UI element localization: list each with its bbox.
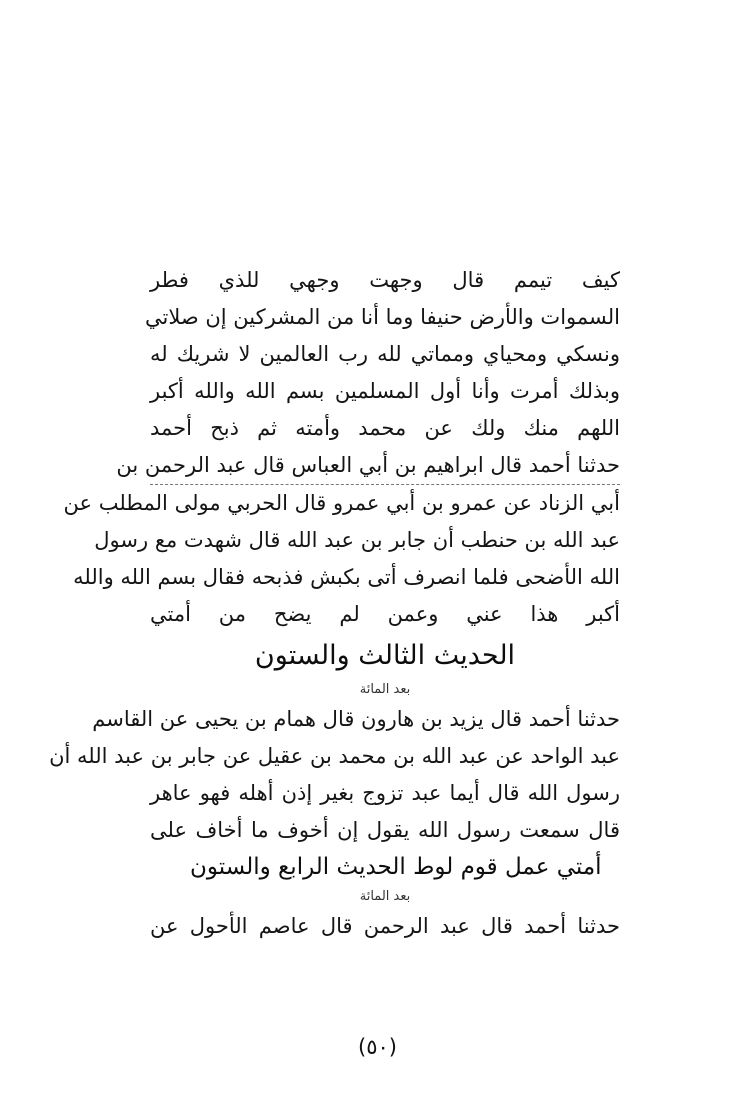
text-line-2: السموات والأرض حنيفا وما أنا من المشركين إن صلاتي: [144, 305, 620, 329]
text-line-14: قال سمعت رسول الله يقول إن أخوف ما أخاف على: [150, 818, 620, 842]
text-line-13: رسول الله قال أيما عبد تزوج بغير إذن أهله فهو عاهر: [150, 781, 620, 805]
manuscript-text-block: [49, 262, 620, 945]
text-line-9: الله الأضحى فلما انصرف أتى بكبش فذبحه فقال بسم الله والله: [73, 565, 620, 589]
text-line-8: عبد الله بن حنطب أن جابر بن عبد الله قال شهدت مع رسول: [94, 528, 620, 552]
text-line-4: وبذلك أمرت وأنا أول المسلمين بسم الله والله أكبر: [150, 379, 620, 403]
text-line-3: ونسكي ومحياي ومماتي لله رب العالمين لا شريك له: [150, 342, 620, 366]
hadith-heading-64-line: أمتي عمل قوم لوط الحديث الرابع والستون: [190, 854, 602, 880]
text-line-6: حدثنا أحمد قال ابراهيم بن أبي العباس قال عبد الرحمن بن: [150, 447, 620, 485]
hadith-subnote-63: بعد المائة: [359, 682, 411, 697]
text-line-5: اللهم منك ولك عن محمد وأمته ثم ذبح أحمد: [150, 416, 620, 440]
text-line-11: حدثنا أحمد قال يزيد بن هارون قال همام بن يحيى عن القاسم: [92, 707, 620, 731]
text-line-7: أبي الزناد عن عمرو بن أبي عمرو قال الحربي مولى المطلب عن: [63, 491, 620, 515]
hadith-subnote-64: بعد المائة: [359, 889, 411, 904]
text-line-1: كيف تيمم قال وجهت وجهي للذي فطر: [150, 268, 620, 292]
text-line-10: أكبر هذا عني وعمن لم يضح من أمتي: [150, 602, 620, 626]
hadith-heading-63: الحديث الثالث والستون: [254, 640, 516, 671]
text-line-last: حدثنا أحمد قال عبد الرحمن قال عاصم الأحول عن: [150, 914, 620, 938]
page-number: (٥٠): [358, 1035, 397, 1059]
text-line-12: عبد الواحد عن عبد الله بن محمد بن عقيل عن جابر بن عبد الله أن: [49, 744, 620, 768]
